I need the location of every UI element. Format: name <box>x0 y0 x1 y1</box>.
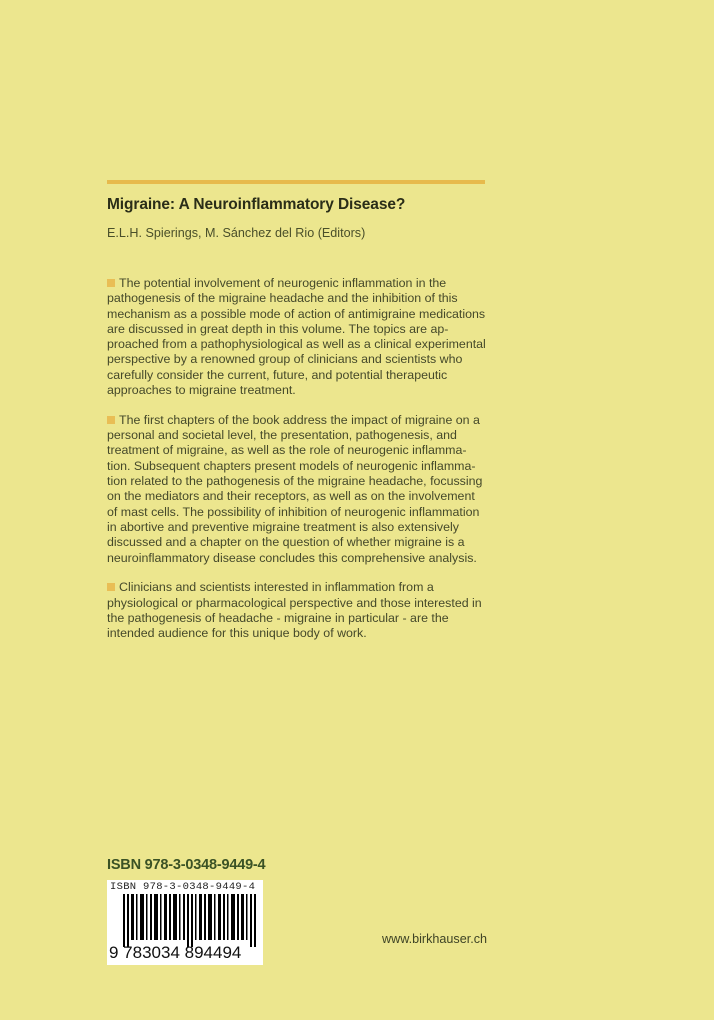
paragraph-line: treatment of migraine, as well as the role of neurogenic inflamma- <box>107 443 467 458</box>
paragraph-line: Clinicians and scientists interested in inflammation from a <box>119 580 434 595</box>
paragraph-3 <box>107 580 489 641</box>
paragraph-line: in abortive and preventive migraine treatment is also extensively <box>107 519 459 534</box>
paragraph-line: carefully consider the current, future, and potential therapeutic <box>107 367 448 382</box>
square-bullet-icon <box>107 416 115 424</box>
paragraph-line: are discussed in great depth in this volume. The topics are ap- <box>107 321 449 336</box>
paragraph-line: tion. Subsequent chapters present models of neurogenic inflamma- <box>107 458 476 473</box>
book-title: Migraine: A Neuroinflammatory Disease? <box>107 196 406 213</box>
square-bullet-icon <box>107 279 115 287</box>
description-body <box>107 276 489 656</box>
paragraph-2 <box>107 413 489 566</box>
top-rule <box>107 180 485 184</box>
barcode-digits: 9 783034 894494 <box>109 943 242 962</box>
paragraph-line: The potential involvement of neurogenic inflammation in the <box>119 276 447 290</box>
paragraph-line: mechanism as a possible mode of action of antimigraine medications <box>107 306 486 321</box>
paragraph-line: tion related to the pathogenesis of the migraine headache, focussing <box>107 474 483 489</box>
paragraph-line: pathogenesis of the migraine headache and the inhibition of this <box>107 291 458 306</box>
paragraph-line: the pathogenesis of headache - migraine in particular - are the <box>107 610 449 625</box>
paragraph-line: personal and societal level, the presentation, pathogenesis, and <box>107 428 457 443</box>
paragraph-line: neuroinflammatory disease concludes this comprehensive analysis. <box>107 550 477 565</box>
paragraph-line: of mast cells. The possibility of inhibition of neurogenic inflammation <box>107 504 480 519</box>
paragraph-line: approaches to migraine treatment. <box>107 383 296 398</box>
paragraph-line: The first chapters of the book address the impact of migraine on a <box>119 412 480 427</box>
paragraph-line: intended audience for this unique body of work. <box>107 626 367 641</box>
publisher-website-link[interactable]: www.birkhauser.ch <box>382 932 487 946</box>
isbn-label: ISBN 978-3-0348-9449-4 <box>107 857 266 873</box>
paragraph-line: physiological or pharmacological perspective and those interested in <box>107 595 482 610</box>
barcode-isbn-text: ISBN 978-3-0348-9449-4 <box>110 881 256 893</box>
paragraph-line: on the mediators and their receptors, as well as on the involvement <box>107 489 475 504</box>
paragraph-line: perspective by a renowned group of clinicians and scientists who <box>107 352 463 367</box>
book-editors: E.L.H. Spierings, M. Sánchez del Rio (Editors) <box>107 226 366 240</box>
paragraph-line: discussed and a chapter on the question of whether migraine is a <box>107 535 465 550</box>
paragraph-1 <box>107 276 489 398</box>
isbn-barcode <box>107 880 263 965</box>
barcode-bars-icon <box>123 894 259 947</box>
square-bullet-icon <box>107 583 115 591</box>
paragraph-line: proached from a pathophysiological as well as a clinical experimental <box>107 337 486 352</box>
